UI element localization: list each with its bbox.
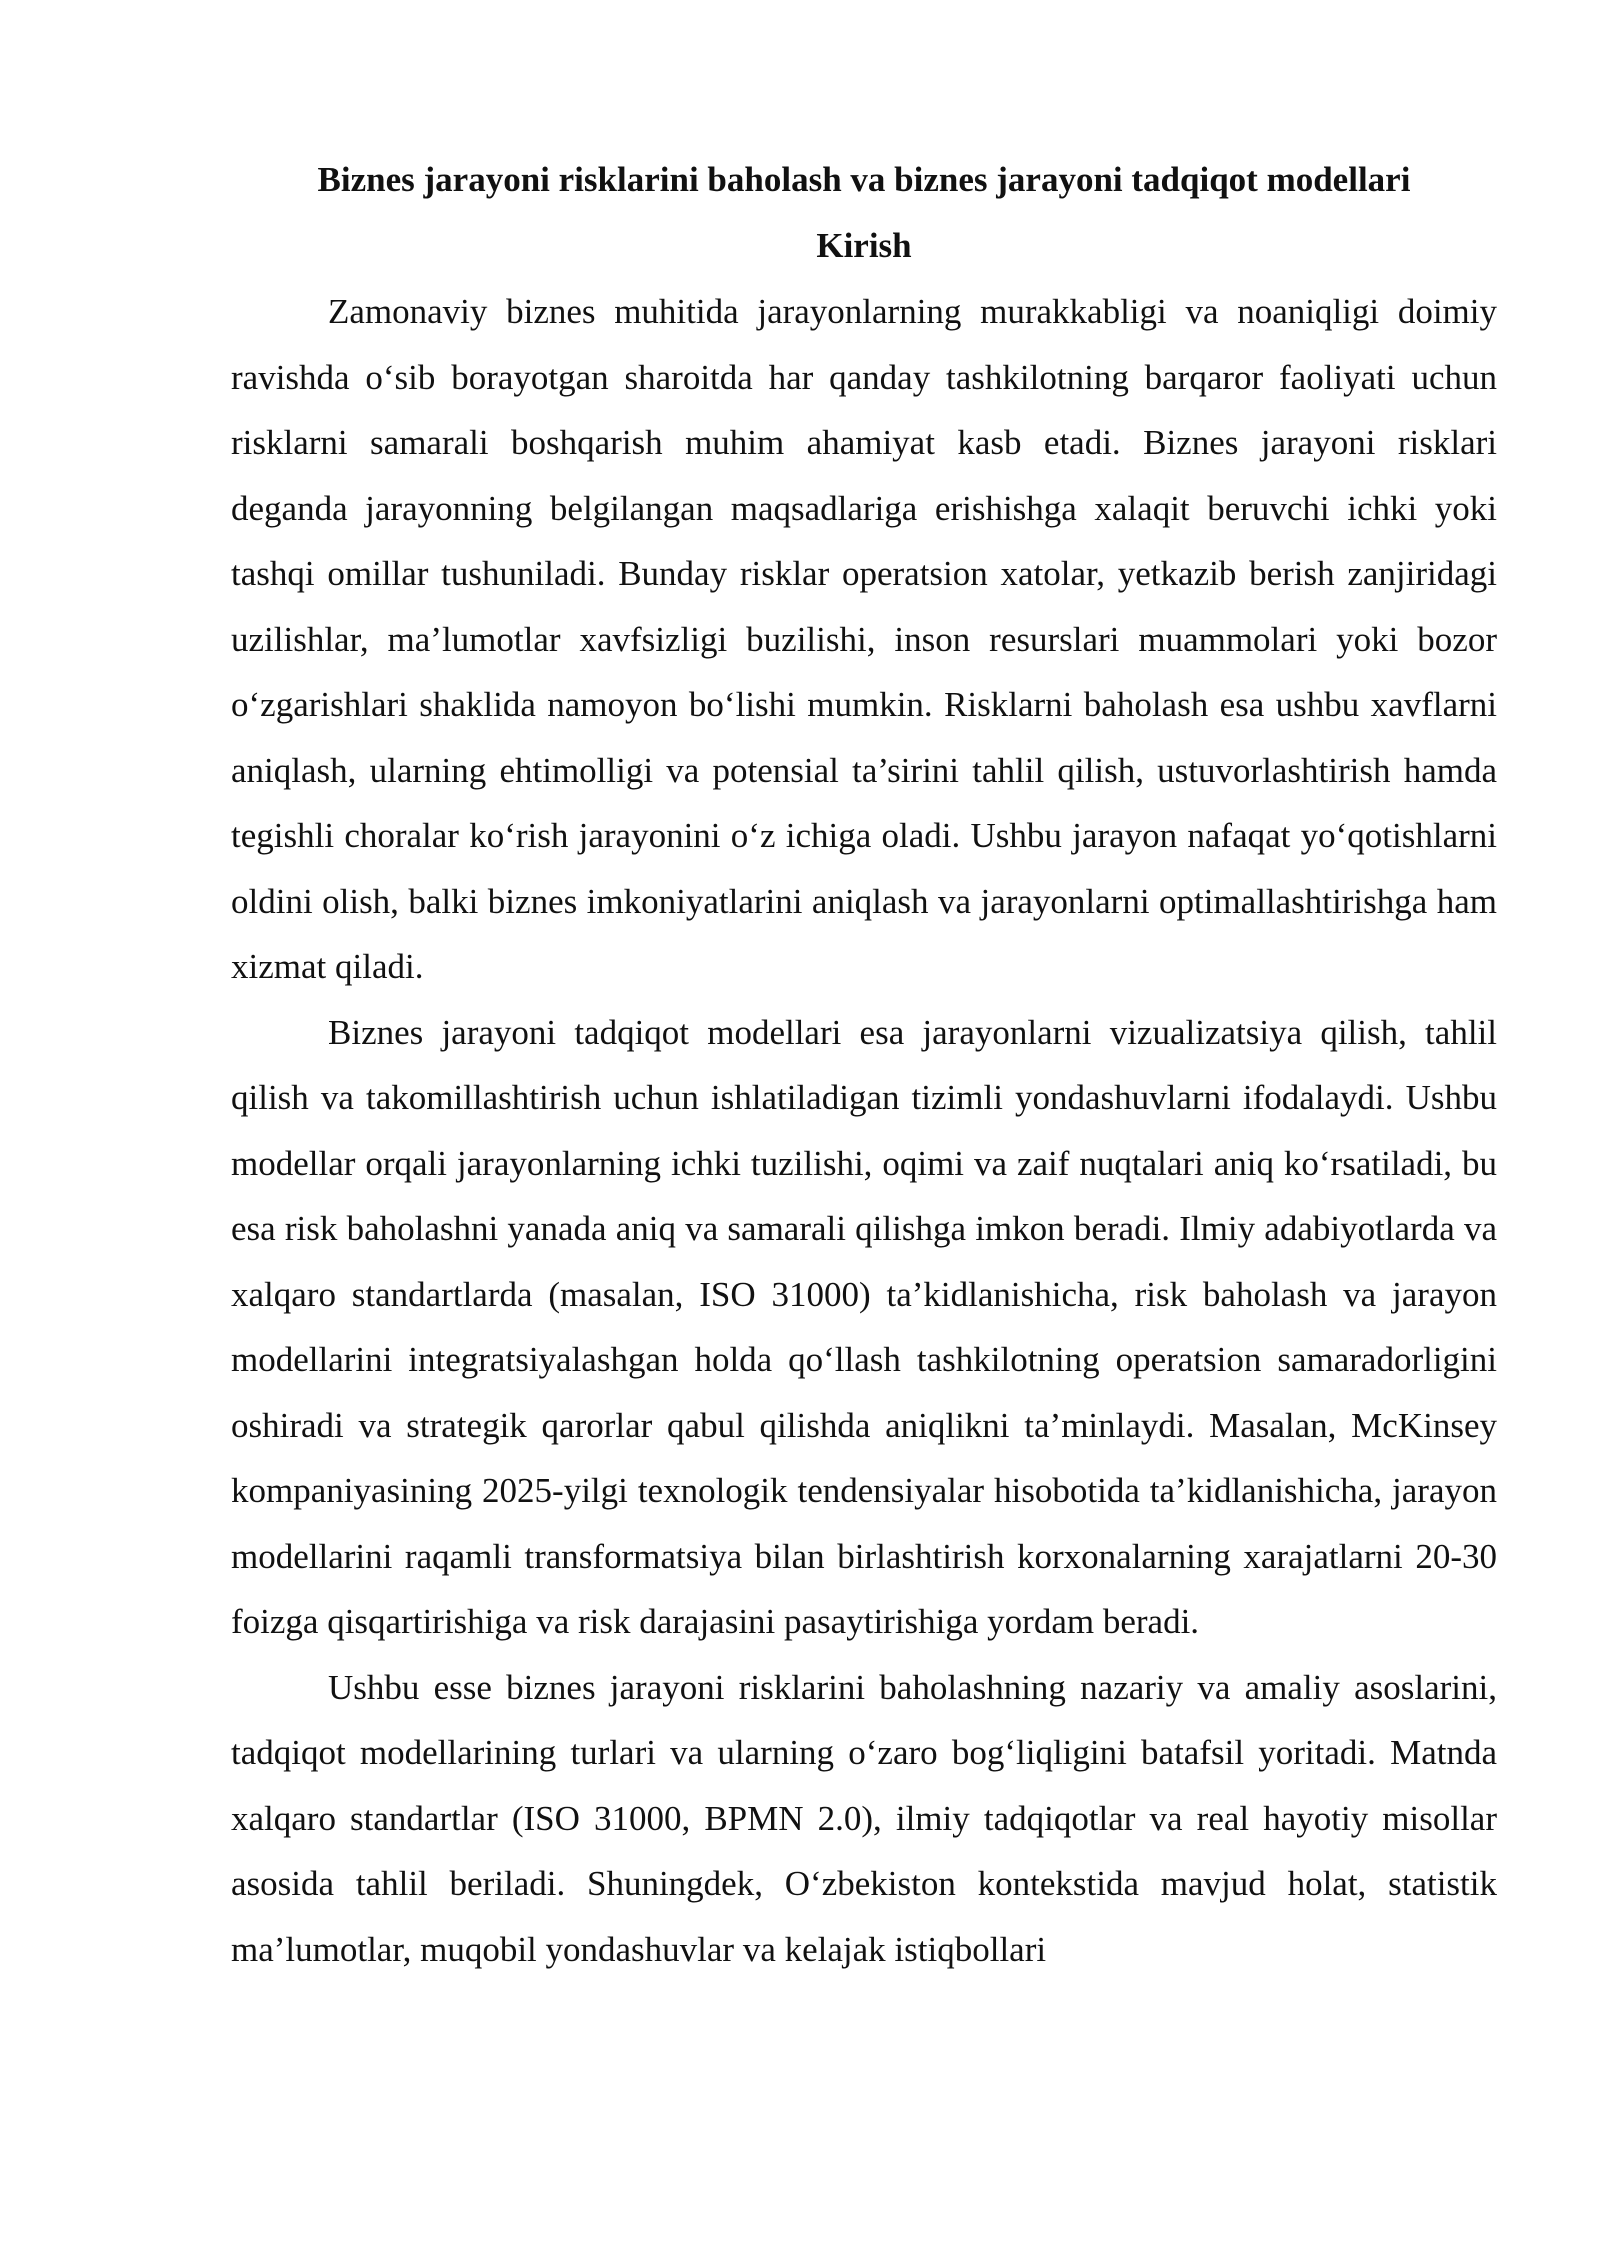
- document-page: [231, 147, 1497, 1982]
- paragraph-3: Ushbu esse biznes jarayoni risklarini baholashning nazariy va amaliy asoslarini, tadqiqot modellarining turlari va ularning o‘zaro bog‘liqligini batafsil yoritadi. Matnda xalqaro standartlar (ISO 31000, BPMN 2.0), ilmiy tadqiqotlar va real hayotiy misollar asosida tahlil beriladi. Shuningdek, O‘zbekiston kontekstida mavjud holat, statistik ma’lumotlar, muqobil yondashuvlar va kelajak istiqbollari: [231, 1667, 1497, 1969]
- paragraph-2: Biznes jarayoni tadqiqot modellari esa jarayonlarni vizualizatsiya qilish, tahlil qilish va takomillashtirish uchun ishlatiladigan tizimli yondashuvlarni ifodalaydi. Ushbu modellar orqali jarayonlarning ichki tuzilishi, oqimi va zaif nuqtalari aniq ko‘rsatiladi, bu esa risk baholashni yanada aniq va samarali qilishga imkon beradi. Ilmiy adabiyotlarda va xalqaro standartlarda (masalan, ISO 31000) ta’kidlanishicha, risk baholash va jarayon modellarini integratsiyalashgan holda qo‘llash tashkilotning operatsion samaradorligini oshiradi va strategik qarorlar qabul qilishda aniqlikni ta’minlaydi. Masalan, McKinsey kompaniyasining 2025-yilgi texnologik tendensiyalar hisobotida ta’kidlanishicha, jarayon modellarini raqamli transformatsiya bilan birlashtirish korxonalarning xarajatlarni 20-30 foizga qisqartirishiga va risk darajasini pasaytirishiga yordam beradi.: [231, 1012, 1497, 1641]
- document-title: Biznes jarayoni risklarini baholash va biznes jarayoni tadqiqot modellari: [317, 160, 1411, 199]
- paragraph-1: Zamonaviy biznes muhitida jarayonlarning murakkabligi va noaniqligi doimiy ravishda o‘sib borayotgan sharoitda har qanday tashkilotning barqaror faoliyati uchun risklarni samarali boshqarish muhim ahamiyat kasb etadi. Biznes jarayoni risklari deganda jarayonning belgilangan maqsadlariga erishishga xalaqit beruvchi ichki yoki tashqi omillar tushuniladi. Bunday risklar operatsion xatolar, yetkazib berish zanjiridagi uzilishlar, ma’lumotlar xavfsizligi buzilishi, inson resurslari muammolari yoki bozor o‘zgarishlari shaklida namoyon bo‘lishi mumkin. Risklarni baholash esa ushbu xavflarni aniqlash, ularning ehtimolligi va potensial ta’sirini tahlil qilish, ustuvorlashtirish hamda tegishli choralar ko‘rish jarayonini o‘z ichiga oladi. Ushbu jarayon nafaqat yo‘qotishlarni oldini olish, balki biznes imkoniyatlarini aniqlash va jarayonlarni optimallashtirishga ham xizmat qiladi.: [231, 292, 1497, 986]
- section-heading: Kirish: [816, 226, 912, 265]
